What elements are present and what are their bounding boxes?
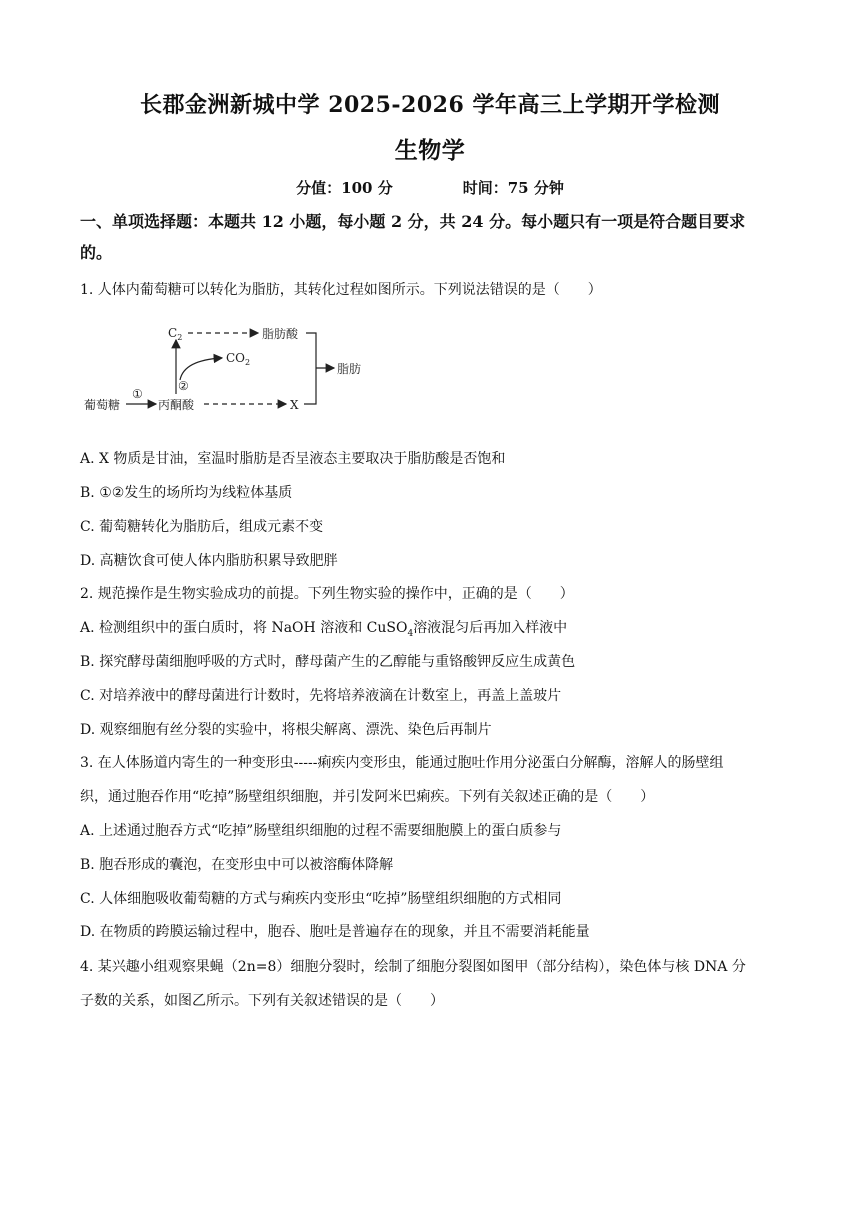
combine-bracket — [304, 333, 316, 404]
option-a-text-post: 溶液混匀后再加入样液中 — [413, 620, 568, 636]
co2-label: $CO_2$ — [226, 351, 251, 367]
section-heading-line2: 的。 — [80, 243, 113, 262]
question-3-option-a: A. 上述通过胞吞方式“吃掉”肠壁组织细胞的过程不需要细胞膜上的蛋白质参与 — [80, 823, 562, 839]
c2-label: $C_2$ — [168, 326, 183, 342]
section-heading — [80, 206, 780, 268]
option-a-subscript: 4 — [407, 628, 414, 639]
step1-label: ① — [132, 387, 143, 401]
subject-title: 生物学 — [394, 137, 466, 164]
question-3-option-c: C. 人体细胞吸收葡萄糖的方式与痢疾内变形虫“吃掉”肠壁组织细胞的方式相同 — [80, 891, 562, 907]
question-2-option-b: B. 探究酵母菌细胞呼吸的方式时，酵母菌产生的乙醇能与重铬酸钾反应生成黄色 — [80, 654, 576, 670]
question-1-option-a: A. X 物质是甘油，室温时脂肪是否呈液态主要取决于脂肪酸是否饱和 — [80, 451, 506, 467]
question-3-option-d: D. 在物质的跨膜运输过程中，胞吞、胞吐是普遍存在的现象，并且不需要消耗能量 — [80, 924, 590, 940]
option-a-text-pre: A. 检测组织中的蛋白质时，将 NaOH 溶液和 CuSO — [80, 620, 408, 636]
glucose-label: 葡萄糖 — [84, 398, 121, 412]
question-4-stem-line2: 子数的关系，如图乙所示。下列有关叙述错误的是（ ） — [80, 993, 444, 1009]
glucose-to-fat-diagram — [80, 318, 370, 422]
question-2-option-d: D. 观察细胞有丝分裂的实验中，将根尖解离、漂洗、染色后再制片 — [80, 722, 492, 738]
fat-label: 脂肪 — [337, 362, 362, 376]
question-2-option-a — [80, 617, 780, 639]
question-3-stem-line1: 3. 在人体肠道内寄生的一种变形虫-----痢疾内变形虫，能通过胞吐作用分泌蛋白分解酶，溶解人的肠壁组 — [80, 755, 724, 771]
question-1-option-b: B. ①②发生的场所均为线粒体基质 — [80, 485, 293, 501]
question-2-stem: 2. 规范操作是生物实验成功的前提。下列生物实验的操作中，正确的是（ ） — [80, 586, 574, 602]
question-1-option-c: C. 葡萄糖转化为脂肪后，组成元素不变 — [80, 519, 324, 535]
step2-label: ② — [178, 379, 189, 393]
arrow-to-co2 — [180, 358, 222, 380]
time-info: 时间：75 分钟 — [462, 179, 564, 197]
x-label: X — [290, 398, 299, 412]
fatty-acid-label: 脂肪酸 — [262, 327, 299, 341]
exam-meta — [0, 177, 860, 198]
question-2-option-c: C. 对培养液中的酵母菌进行计数时，先将培养液滴在计数室上，再盖上盖玻片 — [80, 688, 562, 704]
question-3-stem-line2: 织，通过胞吞作用“吃掉”肠壁组织细胞，并引发阿米巴痢疾。下列有关叙述正确的是（ ） — [80, 789, 655, 805]
question-1-option-d: D. 高糖饮食可使人体内脂肪积累导致肥胖 — [80, 553, 338, 569]
section-heading-line1: 一、单项选择题：本题共 12 小题，每小题 2 分，共 24 分。每小题只有一项是符合题目要求 — [80, 212, 746, 231]
exam-title: 长郡金洲新城中学 2025-2026 学年高三上学期开学检测 — [140, 92, 720, 118]
score-info: 分值：100 分 — [296, 179, 393, 197]
question-4-stem-line1: 4. 某兴趣小组观察果蝇（2n=8）细胞分裂时，绘制了细胞分裂图如图甲（部分结构），染色体与核 DNA 分 — [80, 959, 746, 975]
question-1-stem: 1. 人体内葡萄糖可以转化为脂肪，其转化过程如图所示。下列说法错误的是（ ） — [80, 282, 602, 298]
pyruvate-label: 丙酮酸 — [158, 398, 195, 412]
question-3-option-b: B. 胞吞形成的囊泡，在变形虫中可以被溶酶体降解 — [80, 857, 394, 873]
